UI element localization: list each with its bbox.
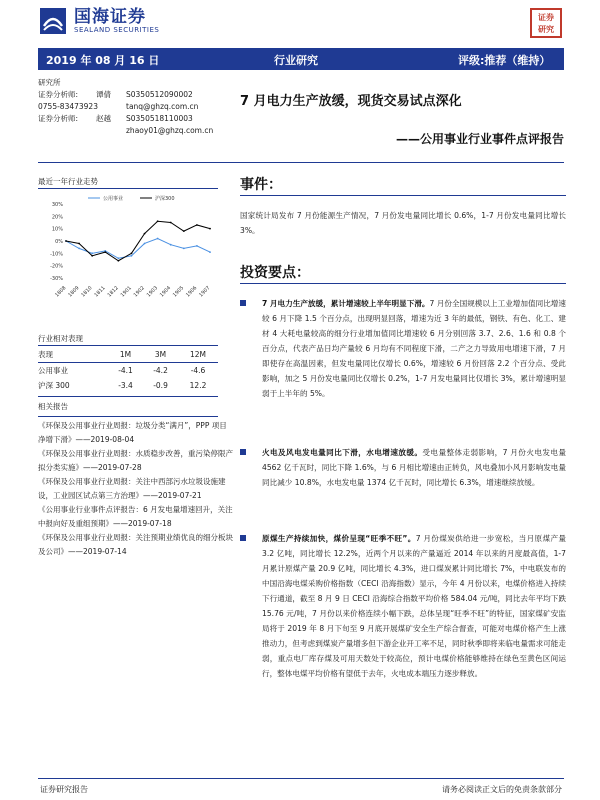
point-body <box>240 531 566 681</box>
performance-table <box>38 347 218 393</box>
logo-en-text: SEALAND SECURITIES <box>74 25 160 34</box>
data-point <box>196 224 198 226</box>
data-point <box>209 251 211 253</box>
points-heading: 投资要点： <box>240 265 310 281</box>
analyst-row <box>38 101 248 113</box>
table-cell: 沪深 300 <box>38 381 70 390</box>
related-report-link[interactable]: 《环保及公用事业行业周报：关注预期业绩优良的细分板块及公司》——2019-07-14 <box>38 533 233 556</box>
sealand-logo-icon <box>38 6 68 36</box>
related-report-link[interactable]: 《环保及公用事业行业周报：垃圾分类“满月”，PPP 项目净增下滑》——2019-08-04 <box>38 421 227 444</box>
analyst-label <box>38 125 96 137</box>
table-header-cell: 3M <box>143 347 178 363</box>
analyst-row <box>38 113 248 125</box>
related-reports <box>38 400 234 559</box>
data-point <box>91 255 93 257</box>
data-point <box>157 220 159 222</box>
table-cell: -4.2 <box>153 366 168 375</box>
point-lead: 7 月电力生产放缓，累计增速较上半年明显下滑。 <box>262 299 430 308</box>
institute-label: 研究所 <box>38 78 61 87</box>
analyst-name <box>96 101 126 113</box>
y-tick-label: 0% <box>55 239 63 245</box>
x-tick-label: 1808 <box>54 285 68 299</box>
logo-cn-text: 国海证券 <box>74 6 146 27</box>
event-text: 国家统计局发布 7 月份能源生产情况，7 月份发电量同比增长 0.6%，1-7 月份发电量同比增长 3%。 <box>240 211 566 235</box>
y-tick-label: -10% <box>50 251 63 258</box>
analyst-license: S0350518110003 <box>126 114 193 123</box>
bullet-icon <box>240 449 246 455</box>
table-header-row <box>38 347 218 363</box>
footer-divider <box>38 778 564 779</box>
analyst-email[interactable]: tanq@ghzq.com.cn <box>126 102 199 111</box>
table-cell: -4.1 <box>118 366 133 375</box>
x-tick-label: 1905 <box>171 285 186 299</box>
series-line <box>66 221 210 260</box>
data-point <box>78 243 80 245</box>
x-tick-label: 1902 <box>132 285 146 299</box>
table-cell: -3.4 <box>118 381 133 390</box>
x-tick-label: 1901 <box>119 285 133 299</box>
point-text: 受电量整体走弱影响，7 月份火电发电量 4562 亿千瓦时，同比下降 1.6%，与 6 月相比增速由正转负，风电叠加小风月影响发电量同比减少 10.8%，水电发电量 1374 亿千瓦时，同比增长 6.3%，增速继续放缓。 <box>262 448 566 487</box>
data-point <box>209 228 211 230</box>
x-tick-label: 1811 <box>93 285 107 299</box>
point-item <box>240 445 566 490</box>
title-bar <box>38 48 564 70</box>
point-text: 7 月份全国规模以上工业增加值同比增速较 6 月下降 1.5 个百分点，出现明显回落，增速为近 3 年的最低，钢铁、有色、化工、建材 4 大耗电量较高的细分行业增加值同比增速较 6 月分别回落 3.7、2.6、1.6 和 0.8 个百分点，代表产品日均产量较 6 月均有不同程度下滑，二产之力导致用电增速下滑，7 月即使存在高温因素，但发电量同比仅增长 0.6%，增速较 6 月份回落 2.2 个百分点、受此影响，加之 5 月份发电量同比仅增长 0.2%，1-7 月发电量同比仅增长 3%，累计增速明显弱于上半年的 5%。 <box>262 299 566 398</box>
footer-disclaimer[interactable]: 请务必阅读正文后的免责条款部分 <box>442 785 562 794</box>
report-title: 7 月电力生产放缓，现货交易试点深化 <box>240 94 462 109</box>
point-lead: 原煤生产持续加快，煤价呈现“旺季不旺”。 <box>262 534 416 543</box>
footer-left-text: 证券研究报告 <box>40 785 88 794</box>
y-tick-label: -30% <box>50 276 63 282</box>
analyst-label: 证券分析师: <box>38 114 79 123</box>
analyst-name: 赵越 <box>96 114 111 123</box>
data-point <box>183 230 185 232</box>
y-tick-label: 20% <box>51 214 63 221</box>
point-body <box>240 445 566 490</box>
data-point <box>157 238 159 240</box>
perf-divider <box>38 345 218 346</box>
report-category: 行业研究 <box>274 54 318 67</box>
y-tick-label: 30% <box>51 202 63 208</box>
table-row <box>38 363 218 379</box>
data-point <box>170 244 172 246</box>
analyst-email[interactable]: zhaoy01@ghzq.com.cn <box>126 126 214 135</box>
data-point <box>104 251 106 253</box>
point-item <box>240 296 566 401</box>
page-header <box>0 0 600 44</box>
report-date: 2019 年 08 月 16 日 <box>46 54 160 67</box>
table-cell: 公用事业 <box>38 366 68 375</box>
x-tick-label: 1904 <box>158 285 173 299</box>
research-seal-icon: 证券 研究 <box>530 8 562 38</box>
data-point <box>117 257 119 259</box>
analyst-row <box>38 125 248 137</box>
data-point <box>131 252 133 254</box>
x-tick-label: 1906 <box>185 285 199 299</box>
series-line <box>66 239 210 259</box>
x-tick-label: 1812 <box>106 285 120 299</box>
analyst-phone: 0755-83473923 <box>38 102 98 111</box>
related-divider <box>38 416 218 417</box>
analyst-label: 证券分析师: <box>38 90 79 99</box>
data-point <box>196 245 198 247</box>
table-cell: -0.9 <box>153 381 168 390</box>
data-point <box>131 255 133 257</box>
perf-title: 行业相对表现 <box>38 334 83 343</box>
data-point <box>144 243 146 245</box>
related-top-divider <box>38 396 218 397</box>
analyst-row <box>38 89 248 101</box>
point-lead: 火电及风电发电量同比下滑，水电增速放缓。 <box>262 448 423 457</box>
table-header-cell: 1M <box>108 347 143 363</box>
related-title: 相关报告 <box>38 402 68 411</box>
table-row <box>38 378 218 393</box>
analyst-name: 谭倩 <box>96 90 111 99</box>
x-tick-label: 1903 <box>145 285 160 299</box>
table-cell: 12.2 <box>189 381 207 390</box>
legend-label: 沪深300 <box>155 196 175 202</box>
industry-trend-chart <box>38 190 218 302</box>
report-subtitle: ——公用事业行业事件点评报告 <box>395 132 564 146</box>
data-point <box>91 252 93 254</box>
related-report-link[interactable]: 《环保及公用事业行业周报：关注中西部污水垃圾设施建设，工业园区试点第三方治理》——2019-07-21 <box>38 477 226 500</box>
point-text: 7 月份煤炭供给进一步宽松，当月原煤产量 3.2 亿吨，同比增长 12.2%，近两个月以来的产量逼近 2014 年以来的月度最高值，1-7 月累计原煤产量 20.9 亿吨，同比增长 4.3%，进口煤炭累计同比增长 7%，中电联发布的中国沿海电煤采购价格指数（CECI 沿海指数）显示，今年 4 月份以来，电煤价格进入持续下行通道，截至 8 月 9 日 CECI 沿海综合指数平均价格 584.04 元/吨，同比去年平均下跌 15.76 元/吨，7 月份以来价格连续小幅下跌，总体呈现“旺季不旺”的特征，国家煤矿安监局将于 2019 年 8 月下旬至 9 月底开展煤矿安全生产综合督查，可能对电煤价格产生上涨推动力，但考虑到煤炭产量增多但下游企业开工率不足，同时秋季即将来临电量需求可能走弱，重点电厂库存煤及可用天数处于较高位，预计电煤价格能够维持在绿色至黄色区间运行，整体电煤平均价格有望低于去年，火电成本端压力逐步释放。 <box>262 534 566 678</box>
related-report-link[interactable]: 《公用事业行业事件点评报告：6 月发电量增速回升，关注中报向好及重组预期》——2019-07-18 <box>38 505 233 528</box>
bullet-icon <box>240 535 246 541</box>
data-point <box>144 233 146 235</box>
analyst-info <box>38 77 248 137</box>
data-point <box>65 240 67 242</box>
points-divider <box>240 283 566 284</box>
table-header-cell: 12M <box>178 347 218 363</box>
y-tick-label: 10% <box>51 226 63 233</box>
x-tick-label: 1810 <box>80 285 94 299</box>
point-body <box>240 296 566 401</box>
data-point <box>170 222 172 224</box>
data-point <box>183 248 185 250</box>
legend-label: 公用事业 <box>103 196 124 202</box>
company-logo <box>38 6 159 36</box>
x-tick-label: 1907 <box>198 285 212 299</box>
table-cell: -4.6 <box>190 366 206 375</box>
related-report-link[interactable]: 《环保及公用事业行业周报：水质稳步改善，重污染停限产拟分类实施》——2019-07-28 <box>38 449 233 472</box>
event-heading: 事件： <box>240 177 282 193</box>
analyst-license: S0350512090002 <box>126 90 193 99</box>
data-point <box>117 260 119 262</box>
data-point <box>78 248 80 250</box>
header-divider <box>38 162 564 163</box>
y-tick-label: -20% <box>50 263 63 270</box>
point-item <box>240 531 566 681</box>
report-rating: 评级:推荐（维持） <box>458 54 551 67</box>
trend-title: 最近一年行业走势 <box>38 177 98 186</box>
trend-divider <box>38 188 218 189</box>
x-tick-label: 1809 <box>67 285 81 299</box>
bullet-icon <box>240 300 246 306</box>
analyst-name <box>96 125 126 137</box>
event-divider <box>240 195 566 196</box>
table-header-cell: 表现 <box>38 347 108 363</box>
